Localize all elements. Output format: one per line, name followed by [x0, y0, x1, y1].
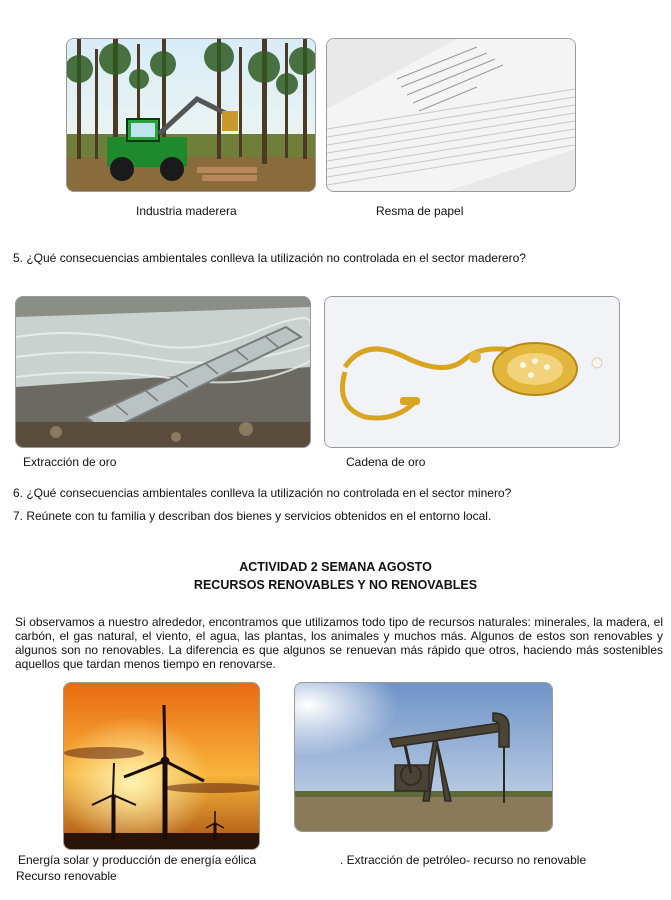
- question-5: 5. ¿Qué consecuencias ambientales conlleva la utilización no controlada en el sector maderero?: [13, 251, 526, 265]
- gold-necklace-image: [324, 296, 620, 448]
- question-7: 7. Reúnete con tu familia y describan dos bienes y servicios obtenidos en el entorno local.: [13, 509, 492, 523]
- gold-sluice-image: [15, 296, 311, 448]
- paper-ream-caption: Resma de papel: [376, 204, 464, 218]
- wind-turbine-caption-line2: Recurso renovable: [16, 869, 117, 883]
- timber-harvester-image: [66, 38, 316, 192]
- oil-pumpjack-image: [294, 682, 553, 832]
- wind-turbine-caption-line1: Energía solar y producción de energía eólica: [18, 853, 257, 867]
- oil-pump-caption: . Extracción de petróleo- recurso no renovable: [340, 853, 587, 867]
- paper-stack-image: [326, 38, 576, 192]
- question-6: 6. ¿Qué consecuencias ambientales conlleva la utilización no controlada en el sector minero?: [13, 486, 512, 500]
- wind-turbine-sunset-image: [63, 682, 260, 850]
- gold-chain-caption: Cadena de oro: [346, 455, 426, 469]
- activity-subtitle: RECURSOS RENOVABLES Y NO RENOVABLES: [193, 578, 478, 592]
- gold-mining-caption: Extracción de oro: [23, 455, 117, 469]
- timber-harvester-caption: Industria maderera: [136, 204, 237, 218]
- activity-paragraph: Si observamos a nuestro alrededor, encontramos que utilizamos todo tipo de recursos naturales: minerales, la madera, el carbón, el gas natural, el viento, el agua, las plantas, los animales y muchos más. Algunos de estos son renovables y algunos son no renovables. La diferencia es que algunos se renuevan más rápido que otros, haciendo más sostenibles aquellos que tardan menos tiempo en renovarse.: [15, 615, 663, 671]
- activity-title: ACTIVIDAD 2 SEMANA AGOSTO: [239, 560, 432, 574]
